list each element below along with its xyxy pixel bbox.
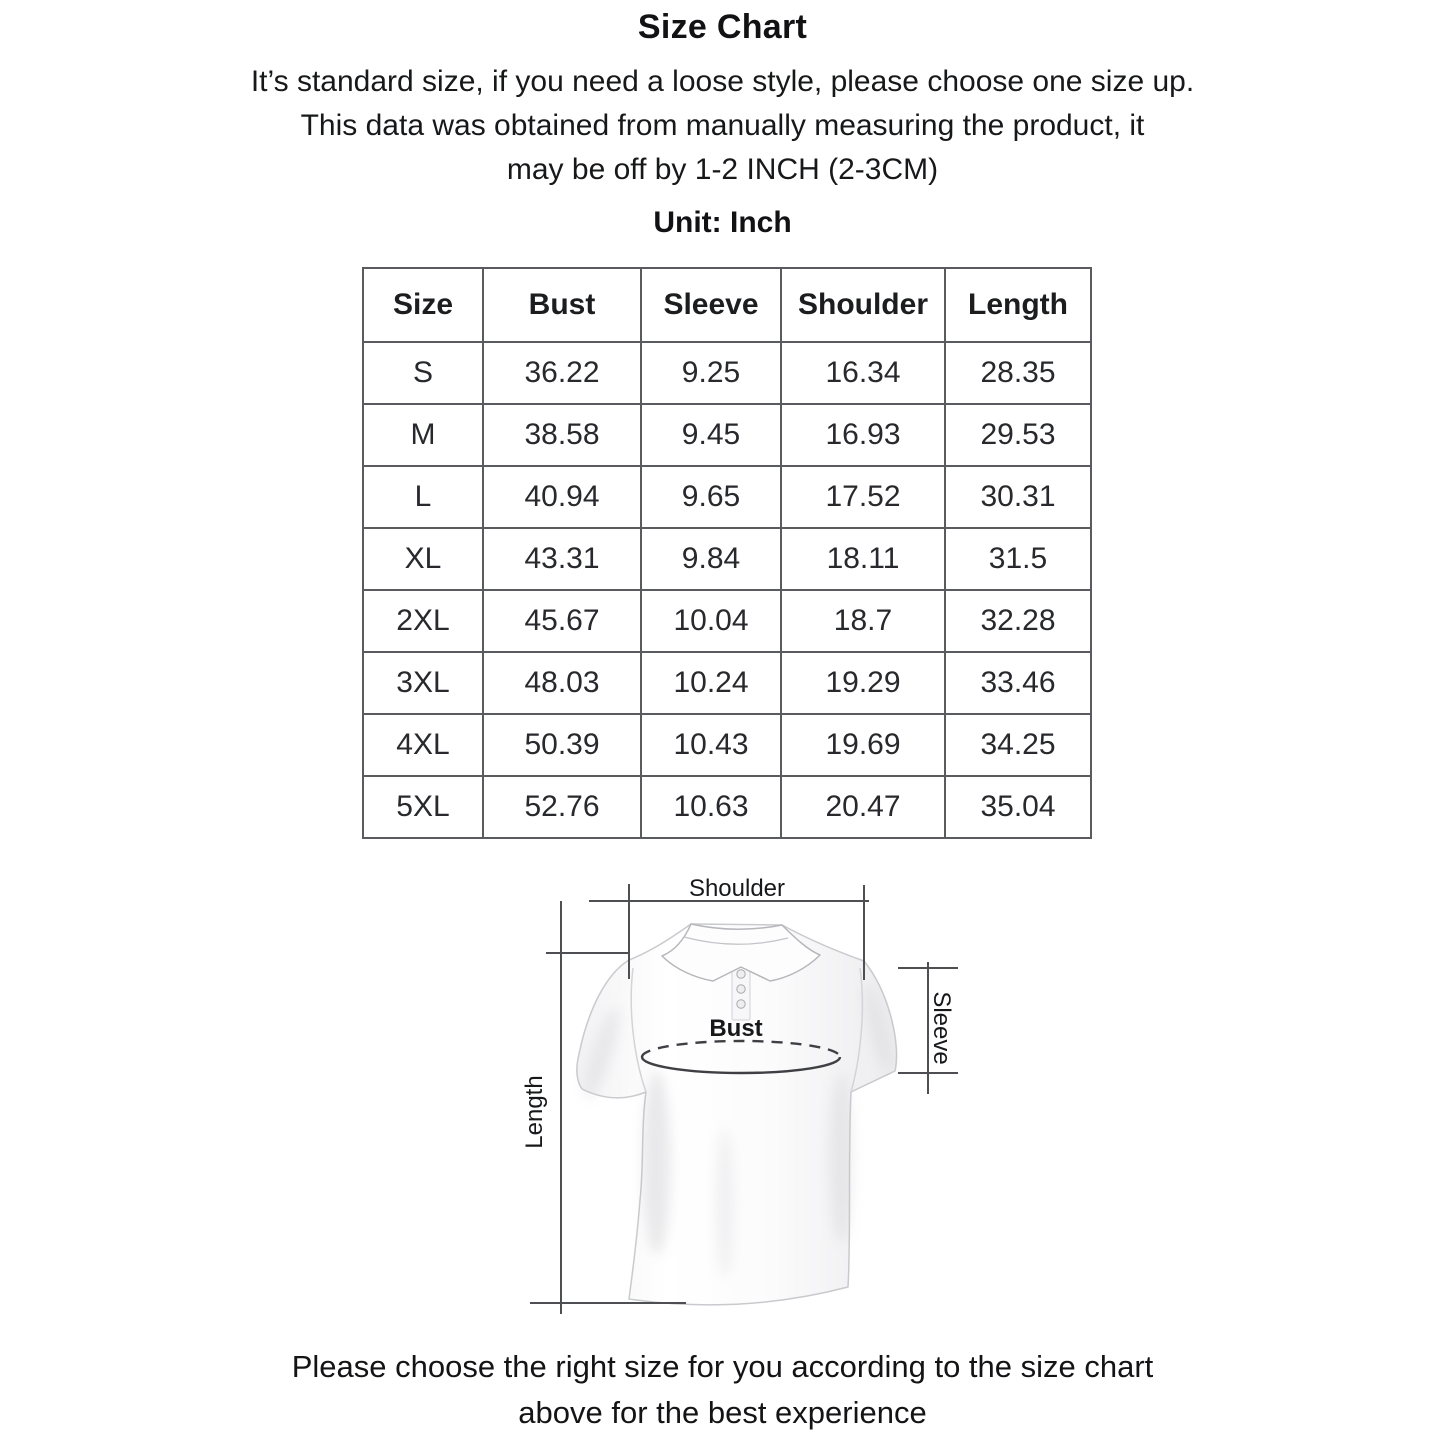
- table-cell: 9.84: [641, 528, 781, 590]
- table-cell: 50.39: [483, 714, 641, 776]
- page-title: Size Chart: [637, 8, 808, 46]
- table-row: [363, 590, 1091, 652]
- column-header: Length: [945, 268, 1091, 342]
- subtitle-line: It’s standard size, if you need a loose style, please choose one size up.: [250, 65, 1195, 98]
- table-cell: 3XL: [363, 652, 483, 714]
- table-cell: L: [363, 466, 483, 528]
- table-cell: 38.58: [483, 404, 641, 466]
- table-cell: 19.29: [781, 652, 945, 714]
- table-row: [363, 652, 1091, 714]
- table-cell: 28.35: [945, 342, 1091, 404]
- table-cell: 33.46: [945, 652, 1091, 714]
- table-cell: 9.25: [641, 342, 781, 404]
- column-header: Sleeve: [641, 268, 781, 342]
- table-cell: 40.94: [483, 466, 641, 528]
- table-cell: 10.43: [641, 714, 781, 776]
- column-header: Size: [363, 268, 483, 342]
- table-cell: 5XL: [363, 776, 483, 838]
- table-cell: 48.03: [483, 652, 641, 714]
- shirt-button: [737, 985, 745, 993]
- table-cell: M: [363, 404, 483, 466]
- table-cell: 16.93: [781, 404, 945, 466]
- table-body: [363, 342, 1091, 838]
- table-cell: 10.24: [641, 652, 781, 714]
- table-row: [363, 342, 1091, 404]
- length-measure-label: Length: [521, 1075, 548, 1149]
- shirt-measurement-diagram: [470, 858, 990, 1328]
- table-cell: 4XL: [363, 714, 483, 776]
- table-cell: XL: [363, 528, 483, 590]
- subtitle-line: may be off by 1-2 INCH (2-3CM): [506, 153, 939, 186]
- polo-shirt-graphic: [577, 924, 898, 1305]
- table-cell: 34.25: [945, 714, 1091, 776]
- table-cell: 9.65: [641, 466, 781, 528]
- sleeve-measure-label: Sleeve: [928, 991, 955, 1065]
- table-header-row: [363, 268, 1091, 342]
- table-cell: 35.04: [945, 776, 1091, 838]
- subtitle-line: This data was obtained from manually measuring the product, it: [300, 109, 1145, 142]
- subtitle: [0, 60, 1445, 192]
- footer-note-line: Please choose the right size for you according to the size chart: [291, 1349, 1154, 1384]
- table-cell: 52.76: [483, 776, 641, 838]
- unit-label: Unit: Inch: [653, 206, 792, 239]
- table-cell: 43.31: [483, 528, 641, 590]
- table-cell: S: [363, 342, 483, 404]
- table-cell: 9.45: [641, 404, 781, 466]
- table-cell: 17.52: [781, 466, 945, 528]
- table-row: [363, 776, 1091, 838]
- footer-note: [0, 1344, 1445, 1436]
- table-row: [363, 404, 1091, 466]
- table-cell: 2XL: [363, 590, 483, 652]
- table-cell: 16.34: [781, 342, 945, 404]
- table-cell: 32.28: [945, 590, 1091, 652]
- table-cell: 45.67: [483, 590, 641, 652]
- table-cell: 30.31: [945, 466, 1091, 528]
- shirt-button: [737, 970, 745, 978]
- table-row: [363, 528, 1091, 590]
- table-cell: 31.5: [945, 528, 1091, 590]
- table-cell: 10.04: [641, 590, 781, 652]
- table-cell: 29.53: [945, 404, 1091, 466]
- column-header: Bust: [483, 268, 641, 342]
- footer-note-line: above for the best experience: [518, 1395, 927, 1430]
- size-table: [362, 267, 1092, 839]
- shoulder-measure-label: Shoulder: [688, 875, 786, 902]
- table-row: [363, 466, 1091, 528]
- table-cell: 18.11: [781, 528, 945, 590]
- table-cell: 19.69: [781, 714, 945, 776]
- table-cell: 20.47: [781, 776, 945, 838]
- column-header: Shoulder: [781, 268, 945, 342]
- table-cell: 36.22: [483, 342, 641, 404]
- table-cell: 18.7: [781, 590, 945, 652]
- shirt-button: [737, 1000, 745, 1008]
- table-row: [363, 714, 1091, 776]
- bust-measure-label: Bust: [709, 1015, 763, 1042]
- table-cell: 10.63: [641, 776, 781, 838]
